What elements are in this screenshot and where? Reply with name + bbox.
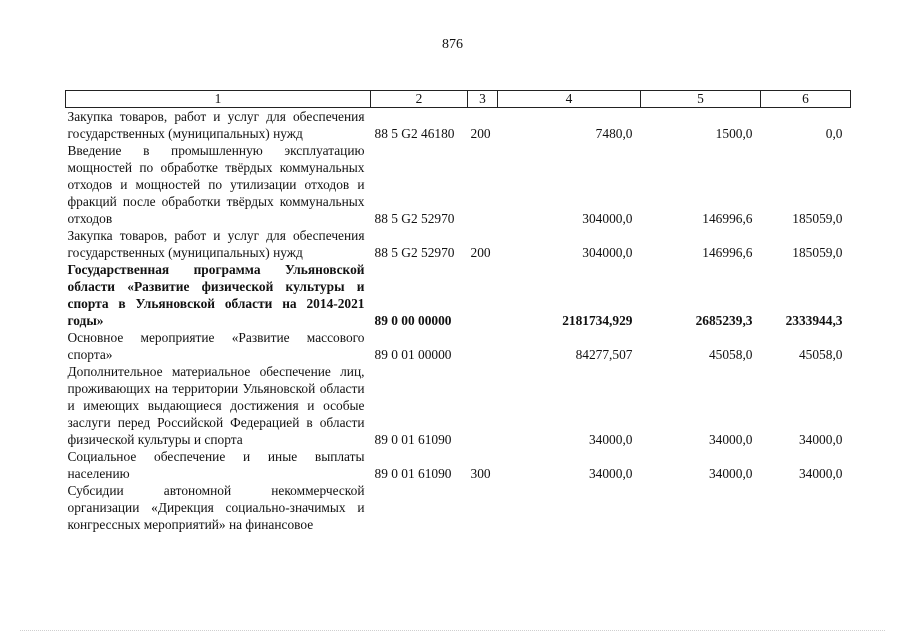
table-row: [66, 329, 851, 363]
column-header: 2: [371, 91, 468, 108]
row-name: Закупка товаров, работ и услуг для обеспечения государственных (муниципальных) нужд: [67, 109, 365, 141]
row-code: 89 0 01 61090: [374, 432, 452, 447]
table-row: [66, 363, 851, 448]
row-value-3: 185059,0: [792, 245, 843, 260]
row-value-1: 84277,507: [575, 347, 633, 362]
page-number: 876: [442, 37, 463, 52]
row-name: Закупка товаров, работ и услуг для обеспечения государственных (муниципальных) нужд: [67, 228, 365, 260]
row-value-3: 0,0: [825, 126, 843, 141]
row-name: Государственная программа Ульяновской области «Развитие физической культуры и спорта в Ульяновской области на 2014-2021 годы»: [67, 262, 365, 328]
row-name: Дополнительное материальное обеспечение лиц, проживающих на территории Ульяновской области и имеющих выдающиеся достижения и особые заслуги перед Российской Федерацией в области физической культуры и спорта: [67, 364, 365, 447]
row-value-1: 34000,0: [588, 432, 633, 447]
row-code: 89 0 01 61090: [374, 466, 452, 481]
row-code: 89 0 01 00000: [374, 347, 452, 362]
table-row: [66, 108, 851, 143]
budget-table: [65, 90, 851, 533]
column-header: 1: [66, 91, 371, 108]
table-row: [66, 448, 851, 482]
row-value-2: 1500,0: [715, 126, 753, 141]
row-value-3: [761, 482, 851, 533]
table-row-program: [66, 261, 851, 329]
header-row: [66, 91, 851, 108]
row-expense-type: [468, 142, 498, 227]
row-expense-type: 200: [470, 245, 491, 260]
row-value-3: 2333944,3: [785, 313, 843, 328]
row-value-2: 45058,0: [708, 347, 753, 362]
row-code: [371, 482, 468, 533]
row-name: Основное мероприятие «Развитие массового спорта»: [67, 330, 365, 362]
row-value-3: 45058,0: [798, 347, 843, 362]
row-value-2: 34000,0: [708, 432, 753, 447]
row-expense-type: [468, 329, 498, 363]
table-row: [66, 482, 851, 533]
row-expense-type: [468, 482, 498, 533]
row-code: 88 5 G2 46180: [374, 126, 455, 141]
column-header: 3: [468, 91, 498, 108]
row-code: 88 5 G2 52970: [374, 245, 455, 260]
row-name: Субсидии автономной некоммерческой организации «Дирекция социально-значимых и конгрессных мероприятий» на финансовое: [67, 483, 365, 532]
row-value-3: 34000,0: [798, 466, 843, 481]
column-header: 6: [761, 91, 851, 108]
row-value-3: 34000,0: [798, 432, 843, 447]
row-expense-type: [468, 363, 498, 448]
row-value-1: 7480,0: [595, 126, 633, 141]
row-code: 89 0 00 00000: [374, 313, 452, 328]
row-value-3: 185059,0: [792, 211, 843, 226]
page-bottom-divider: [20, 630, 885, 632]
row-expense-type: [468, 261, 498, 329]
column-header: 5: [641, 91, 761, 108]
table-row: [66, 142, 851, 227]
row-value-2: 34000,0: [708, 466, 753, 481]
row-value-1: 34000,0: [588, 466, 633, 481]
row-value-2: [641, 482, 761, 533]
column-header: 4: [498, 91, 641, 108]
row-expense-type: 200: [470, 126, 491, 141]
row-value-2: 146996,6: [702, 245, 753, 260]
row-value-1: 304000,0: [582, 245, 633, 260]
row-code: 88 5 G2 52970: [374, 211, 455, 226]
row-value-2: 2685239,3: [695, 313, 753, 328]
row-value-1: 304000,0: [582, 211, 633, 226]
row-name: Введение в промышленную эксплуатацию мощностей по обработке твёрдых коммунальных отходов и мощностей по утилизации отходов и фракций после обработки твёрдых коммунальных отходов: [67, 143, 365, 226]
row-expense-type: 300: [470, 466, 491, 481]
table-row: [66, 227, 851, 261]
row-value-1: [498, 482, 641, 533]
row-name: Социальное обеспечение и иные выплаты населению: [67, 449, 365, 481]
row-value-2: 146996,6: [702, 211, 753, 226]
row-value-1: 2181734,929: [562, 313, 633, 328]
